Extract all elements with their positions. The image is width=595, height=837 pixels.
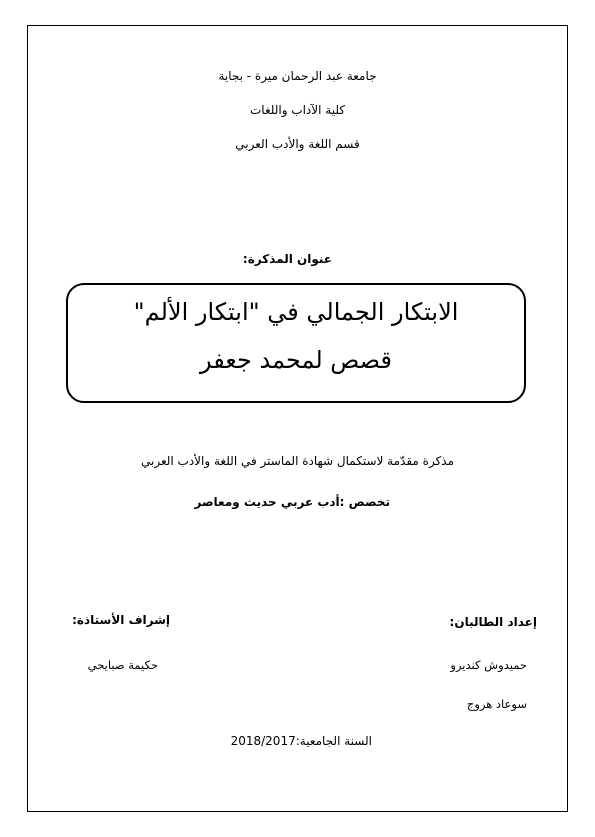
department-name: قسم اللغة والأدب العربي [235,137,360,151]
students-label: إعداد الطالبان: [449,615,537,629]
thesis-title-line-1: الابتكار الجمالي في "ابتكار الألم" [133,298,459,326]
supervisor-name: حكيمة صبايحي [87,658,158,672]
faculty-name: كلية الآداب واللغات [249,103,346,117]
thesis-title-line-2: قصص لمحمد جعفر [200,346,392,374]
university-name: جامعة عبد الرحمان ميرة - بجاية [218,69,377,83]
thesis-title-label: عنوان المذكرة: [242,252,332,266]
thesis-purpose: مذكرة مقدّمة لاستكمال شهادة الماستر في اللغة والأدب العربي [140,454,454,468]
student-name-2: سوعاد هروج [466,697,527,711]
academic-year: السنة الجامعية:2018/2017 [230,734,372,748]
thesis-title-box [66,283,526,403]
student-name-1: حميدوش كنديرو [450,658,527,672]
supervisor-label: إشراف الأستاذة: [72,613,170,627]
specialization: تخصص :أدب عربي حديث ومعاصر [194,495,390,509]
